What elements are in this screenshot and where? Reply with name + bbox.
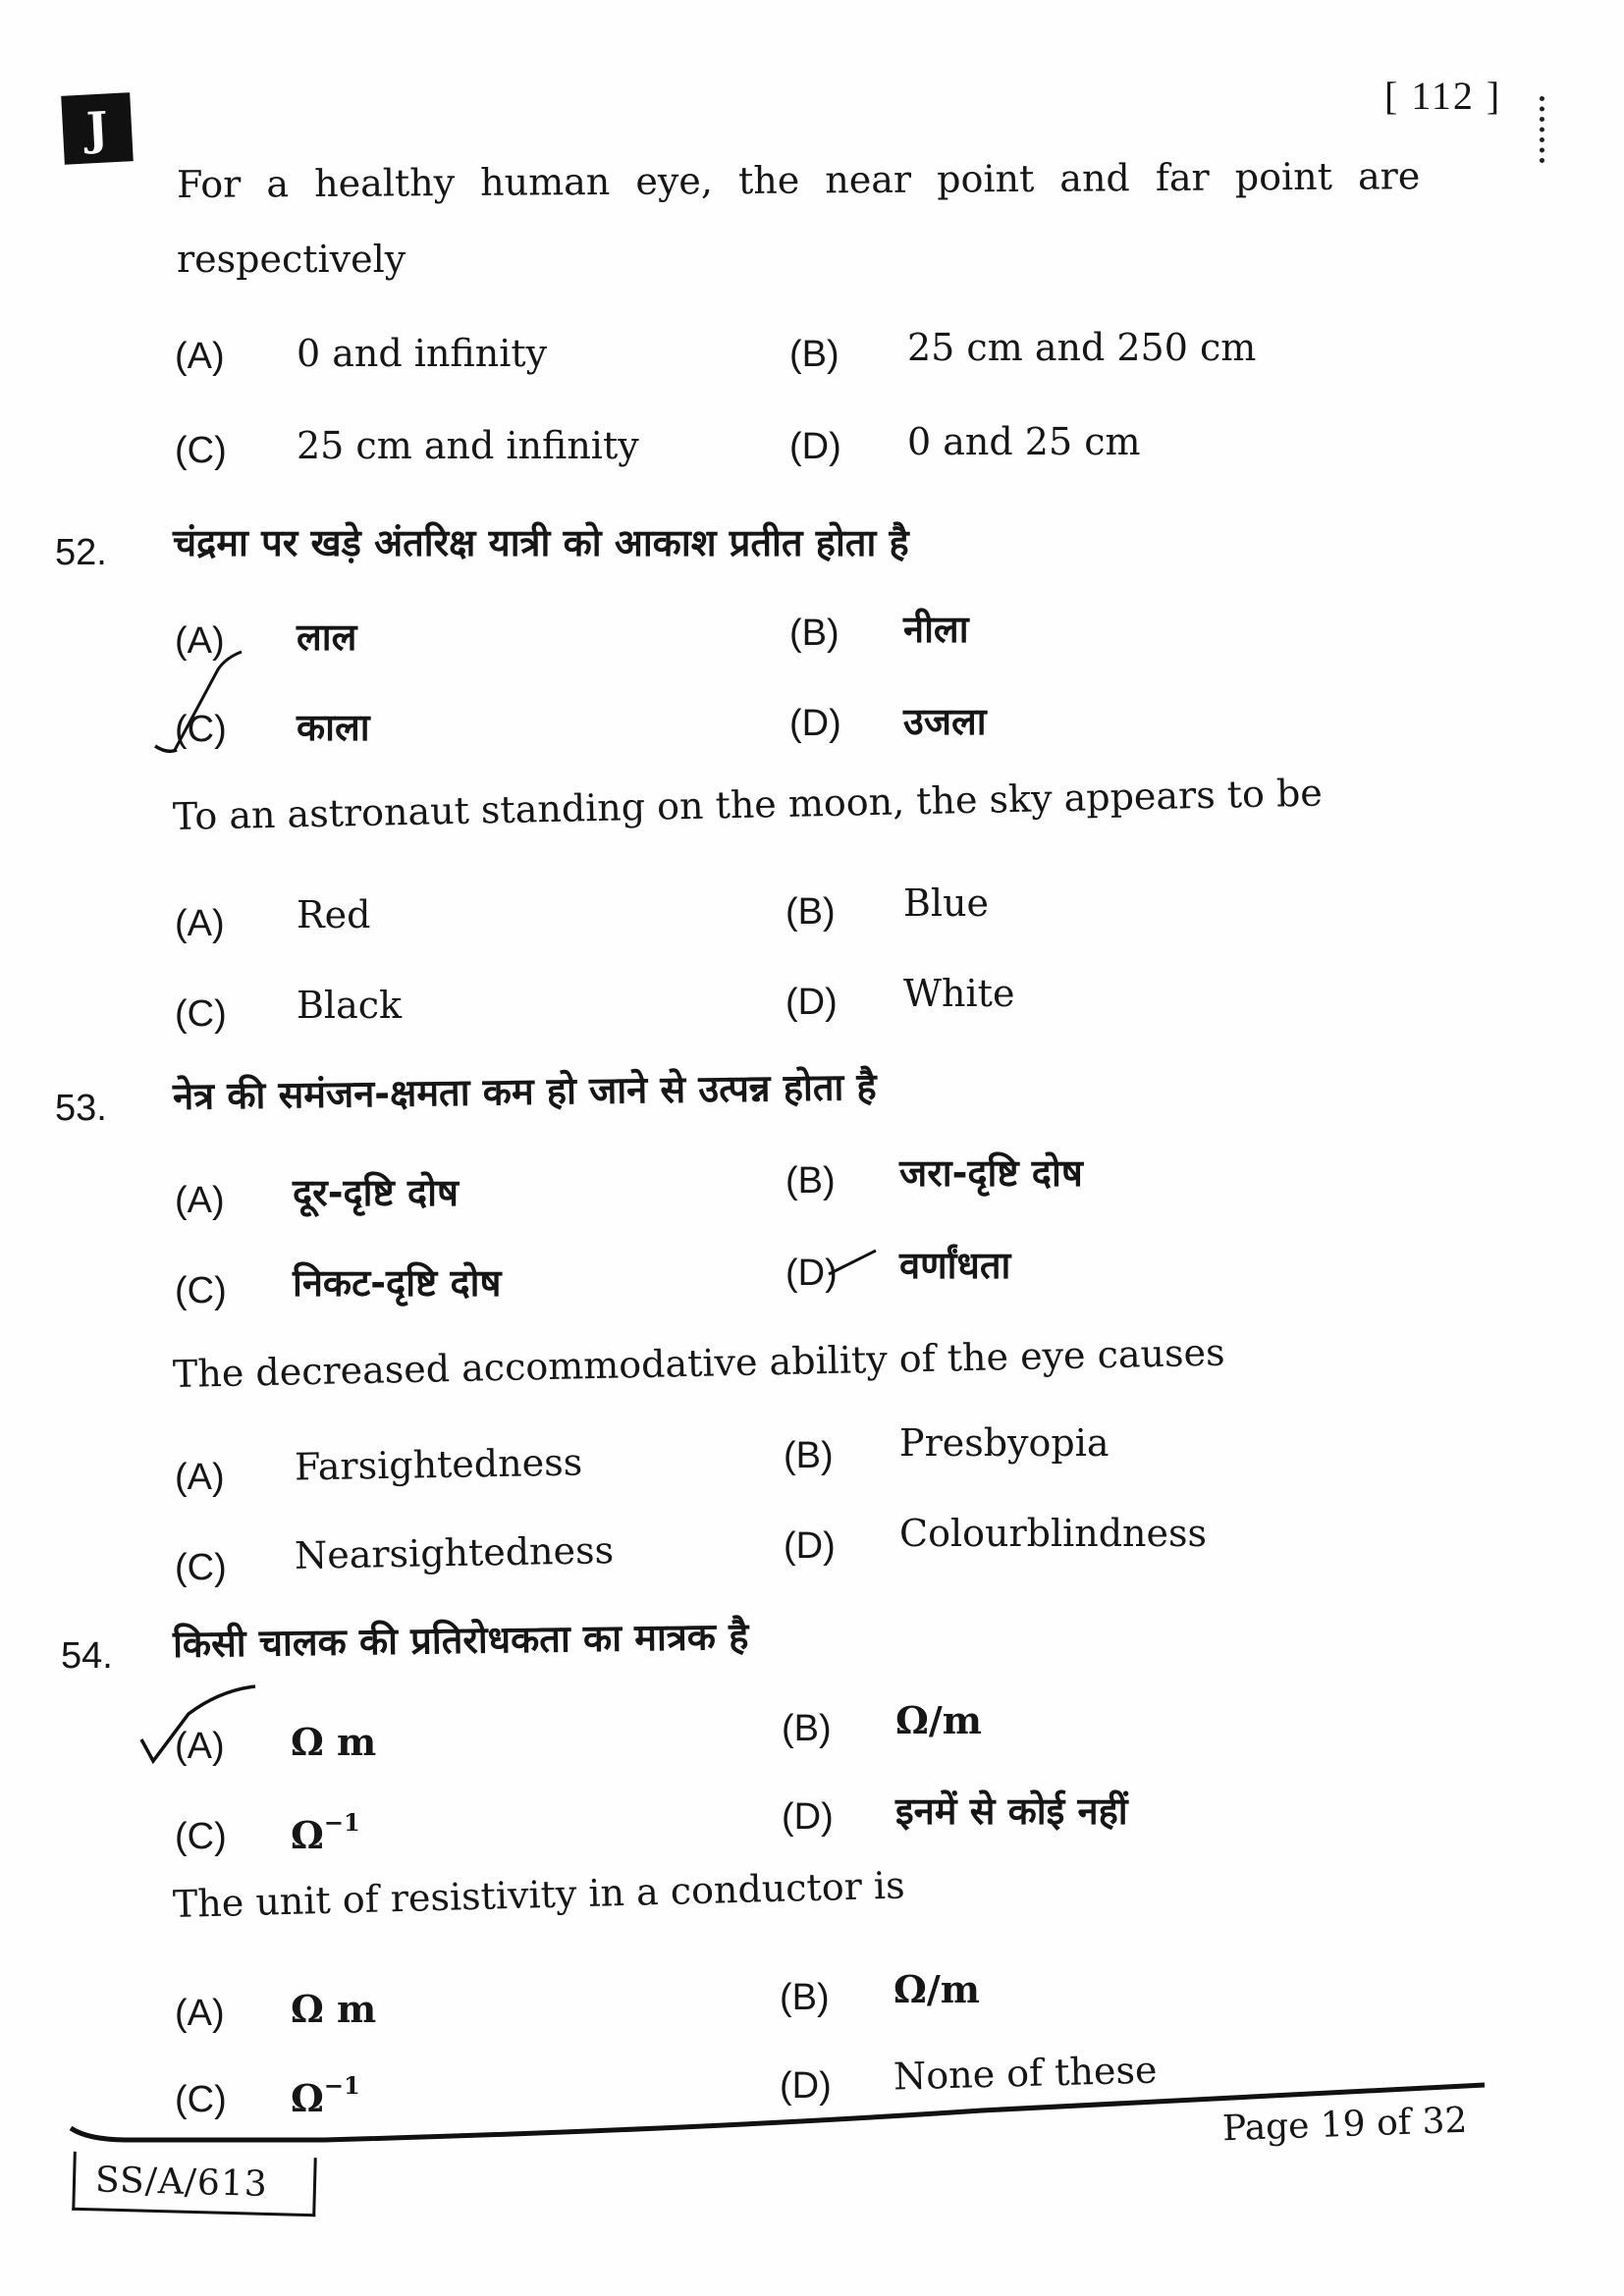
- option-letter-c: (C): [175, 709, 227, 750]
- question-prompt: The decreased accommodative ability of the eye causes: [172, 1330, 1225, 1396]
- option-text-a: Red: [297, 893, 371, 936]
- option-text-d: इनमें से कोई नहीं: [895, 1789, 1128, 1833]
- question-number: 53.: [55, 1088, 107, 1129]
- question-prompt: The unit of resistivity in a conductor is: [172, 1863, 906, 1926]
- option-text-d: None of these: [893, 2048, 1158, 2099]
- option-text-b: Ω/m: [895, 1698, 982, 1742]
- option-text-b: Ω/m: [893, 1967, 980, 2011]
- option-letter-b: (B): [782, 1708, 832, 1749]
- option-letter-a: (A): [175, 336, 225, 377]
- option-letter-c: (C): [175, 993, 227, 1035]
- option-letter-a: (A): [175, 1457, 225, 1498]
- option-letter-a: (A): [175, 1180, 225, 1221]
- option-letter-d: (D): [789, 703, 841, 744]
- question-prompt: To an astronaut standing on the moon, the sky appears to be: [172, 771, 1324, 838]
- option-letter-d: (D): [785, 1253, 838, 1294]
- exponent: −1: [323, 1808, 360, 1837]
- omega-base: Ω: [291, 2076, 324, 2120]
- option-letter-c: (C): [175, 430, 227, 471]
- option-letter-a: (A): [175, 1726, 225, 1767]
- option-letter-b: (B): [780, 1977, 830, 2018]
- paper-code: SS/A/613: [94, 2160, 269, 2205]
- option-letter-a: (A): [175, 620, 225, 662]
- question-prompt: नेत्र की समंजन-क्षमता कम हो जाने से उत्पन्न होता है: [172, 1064, 877, 1118]
- option-text-a: Farsightedness: [294, 1440, 583, 1489]
- exponent: −1: [323, 2071, 360, 2100]
- option-letter-b: (B): [785, 891, 836, 933]
- option-letter-b: (B): [785, 1160, 836, 1201]
- option-text-c: 25 cm and infinity: [297, 424, 639, 467]
- page-number: Page 19 of 32: [1221, 2100, 1469, 2150]
- question-prompt: चंद्रमा पर खड़े अंतरिक्ष यात्री को आकाश प्रतीत होता है: [173, 521, 909, 564]
- question-prompt-cont: respectively: [177, 238, 406, 281]
- option-letter-c: (C): [175, 1816, 227, 1857]
- option-text-c: निकट-दृष्टि दोष: [293, 1261, 502, 1305]
- option-text-d: वर्णांधता: [899, 1244, 1011, 1287]
- option-letter-a: (A): [175, 903, 225, 944]
- option-text-a: Ω m: [291, 1720, 377, 1764]
- paper-code-box: [72, 2152, 316, 2216]
- option-text-b: जरा-दृष्टि दोष: [899, 1151, 1083, 1195]
- option-text-a: Ω m: [291, 1987, 377, 2031]
- option-text-a: 0 and infinity: [297, 332, 548, 375]
- option-text-b: Presbyopia: [899, 1421, 1110, 1465]
- option-text-b: नीला: [903, 608, 969, 651]
- option-text-d: उजला: [903, 700, 987, 743]
- question-number: 54.: [61, 1635, 113, 1677]
- option-text-a: लाल: [297, 615, 357, 659]
- question-number: 52.: [55, 532, 107, 573]
- option-text-d: 0 and 25 cm: [907, 420, 1141, 463]
- option-text-d: White: [903, 972, 1015, 1015]
- page-code: [ 112 ]: [1384, 74, 1502, 118]
- option-text-b: 25 cm and 250 cm: [907, 326, 1257, 369]
- option-letter-c: (C): [175, 1270, 227, 1311]
- option-text-a: दूर-दृष्टि दोष: [293, 1171, 459, 1214]
- question-prompt: किसी चालक की प्रतिरोधकता का मात्रक है: [172, 1614, 749, 1666]
- option-text-c: Nearsightedness: [294, 1528, 615, 1577]
- option-text-c: Black: [297, 984, 403, 1027]
- option-letter-d: (D): [782, 1796, 834, 1838]
- option-letter-b: (B): [789, 334, 839, 375]
- option-letter-b: (B): [784, 1435, 834, 1476]
- option-letter-c: (C): [175, 2079, 227, 2120]
- option-text-b: Blue: [903, 881, 990, 925]
- option-letter-d: (D): [785, 982, 838, 1023]
- option-letter-c: (C): [175, 1547, 227, 1588]
- option-letter-d: (D): [784, 1525, 836, 1567]
- option-letter-d: (D): [780, 2065, 832, 2107]
- option-text-c: काला: [297, 706, 370, 749]
- set-label: J: [84, 101, 110, 156]
- question-prompt: For a healthy human eye, the near point and far point are: [176, 154, 1421, 206]
- option-text-d: Colourblindness: [899, 1512, 1208, 1555]
- option-letter-b: (B): [789, 613, 839, 654]
- option-letter-a: (A): [175, 1993, 225, 2034]
- option-letter-d: (D): [789, 426, 841, 467]
- omega-base: Ω: [291, 1813, 324, 1857]
